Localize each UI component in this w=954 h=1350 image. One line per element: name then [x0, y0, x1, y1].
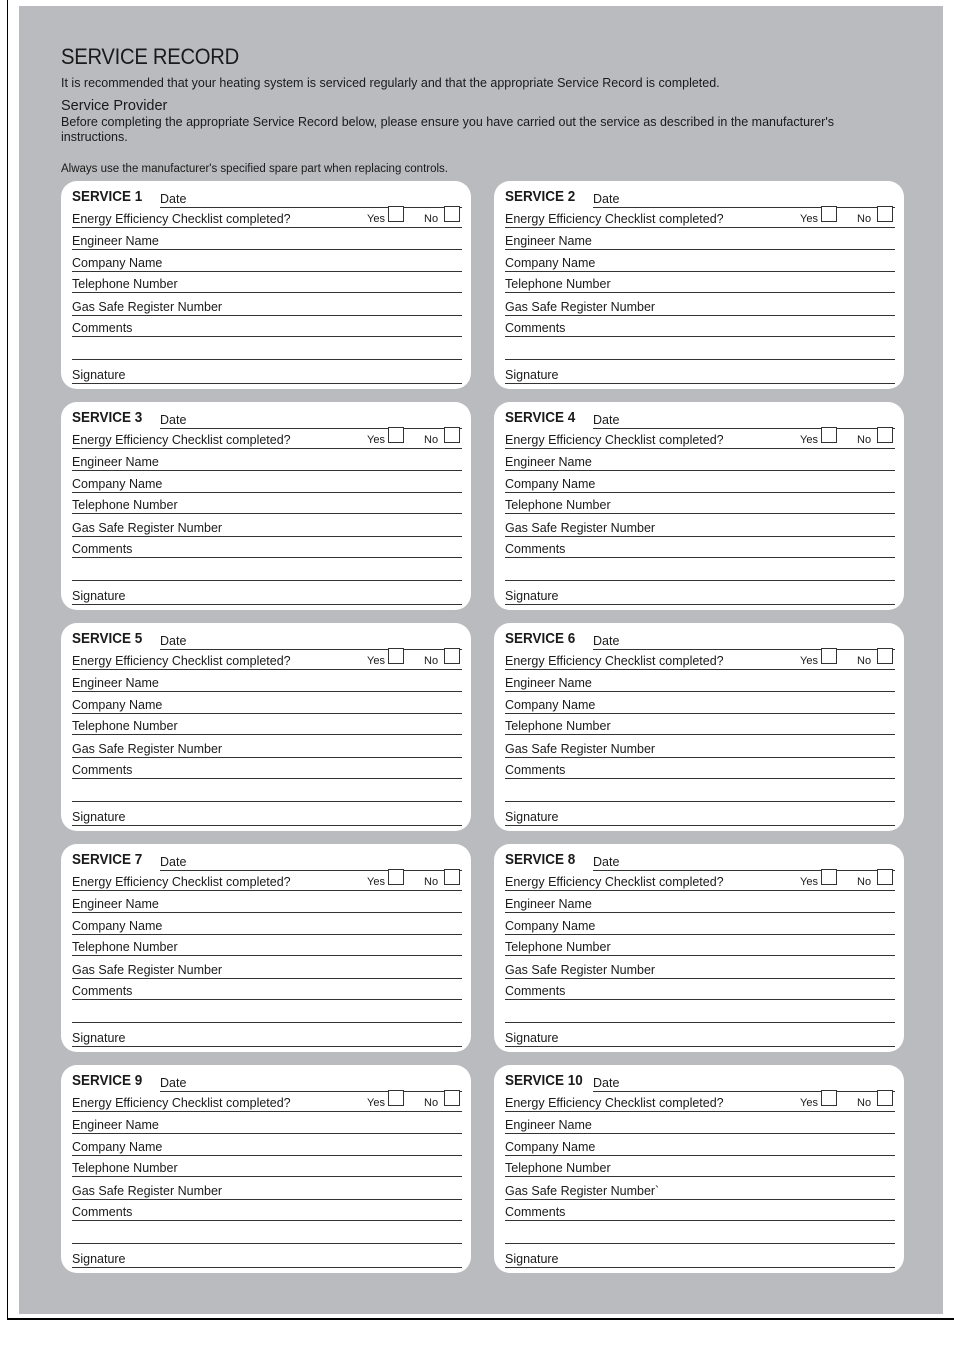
date-field[interactable]: Date [593, 412, 895, 429]
yes-label: Yes [800, 1097, 818, 1109]
yes-checkbox[interactable] [388, 206, 404, 222]
yes-checkbox[interactable] [821, 206, 837, 222]
service-provider-text: Before completing the appropriate Service Record below, please ensure you have carried out the service as described in the manufacturer's instructions. [61, 115, 834, 144]
gas-safe-number-field[interactable]: Gas Safe Register Number [72, 1183, 462, 1200]
date-field[interactable]: Date [160, 191, 462, 208]
company-name-field[interactable]: Company Name [72, 697, 462, 714]
intro-text: It is recommended that your heating system is serviced regularly and that the appropriate Service Record is completed. [61, 76, 720, 90]
comments-field[interactable]: Comments [505, 762, 895, 779]
yes-label: Yes [800, 434, 818, 446]
signature-field[interactable]: Signature [505, 367, 895, 384]
yes-checkbox[interactable] [388, 427, 404, 443]
checklist-row [72, 653, 462, 670]
company-name-field[interactable]: Company Name [72, 476, 462, 493]
no-label: No [424, 434, 439, 446]
service-provider-title: Service Provider [61, 98, 168, 114]
checklist-row [505, 653, 895, 670]
no-label: No [424, 655, 439, 667]
service-card-8 [494, 844, 904, 1052]
comments-extra-line[interactable] [72, 343, 462, 360]
signature-field[interactable]: Signature [72, 1030, 462, 1047]
no-label: No [857, 876, 872, 888]
date-field[interactable]: Date [593, 191, 895, 208]
spare-part-note: Always use the manufacturer's specified spare part when replacing controls. [61, 162, 449, 175]
comments-field[interactable]: Comments [72, 541, 462, 558]
checklist-row [72, 211, 462, 228]
no-label: No [857, 655, 872, 667]
comments-field[interactable]: Comments [72, 983, 462, 1000]
yes-checkbox[interactable] [388, 1090, 404, 1106]
checklist-label: Energy Efficiency Checklist completed? [505, 212, 724, 226]
date-field[interactable]: Date [160, 854, 462, 871]
service-card-9 [61, 1065, 471, 1273]
comments-extra-line[interactable] [505, 1227, 895, 1244]
service-card-7 [61, 844, 471, 1052]
yes-checkbox[interactable] [821, 648, 837, 664]
service-heading: SERVICE 5 [72, 631, 143, 647]
telephone-number-field[interactable]: Telephone Number [72, 276, 462, 293]
comments-field[interactable]: Comments [72, 320, 462, 337]
yes-checkbox[interactable] [388, 869, 404, 885]
comments-field[interactable]: Comments [505, 1204, 895, 1221]
company-name-field[interactable]: Company Name [505, 1139, 895, 1156]
page-title: SERVICE RECORD [61, 44, 239, 69]
signature-field[interactable]: Signature [505, 588, 895, 605]
signature-field[interactable]: Signature [505, 1030, 895, 1047]
date-field[interactable]: Date [593, 854, 895, 871]
signature-field[interactable]: Signature [72, 588, 462, 605]
comments-field[interactable]: Comments [72, 1204, 462, 1221]
engineer-name-field[interactable]: Engineer Name [505, 1117, 895, 1134]
company-name-field[interactable]: Company Name [72, 255, 462, 272]
checklist-row [505, 211, 895, 228]
service-heading: SERVICE 10 [505, 1073, 583, 1089]
signature-field[interactable]: Signature [505, 1251, 895, 1268]
gas-safe-number-field[interactable]: Gas Safe Register Number [72, 741, 462, 758]
telephone-number-field[interactable]: Telephone Number [72, 939, 462, 956]
checklist-label: Energy Efficiency Checklist completed? [505, 433, 724, 447]
yes-label: Yes [800, 876, 818, 888]
comments-field[interactable]: Comments [505, 541, 895, 558]
checklist-row [72, 432, 462, 449]
engineer-name-field[interactable]: Engineer Name [72, 675, 462, 692]
yes-checkbox[interactable] [821, 427, 837, 443]
no-checkbox[interactable] [877, 869, 893, 885]
no-checkbox[interactable] [877, 1090, 893, 1106]
form-header [61, 44, 921, 175]
yes-label: Yes [367, 876, 385, 888]
engineer-name-field[interactable]: Engineer Name [72, 896, 462, 913]
gas-safe-number-field[interactable]: Gas Safe Register Number` [505, 1183, 895, 1200]
telephone-number-field[interactable]: Telephone Number [72, 718, 462, 735]
yes-label: Yes [800, 213, 818, 225]
telephone-number-field[interactable]: Telephone Number [505, 276, 895, 293]
yes-checkbox[interactable] [821, 869, 837, 885]
comments-extra-line[interactable] [505, 785, 895, 802]
no-label: No [424, 1097, 439, 1109]
company-name-field[interactable]: Company Name [505, 918, 895, 935]
company-name-field[interactable]: Company Name [505, 476, 895, 493]
gas-safe-number-field[interactable]: Gas Safe Register Number [72, 520, 462, 537]
engineer-name-field[interactable]: Engineer Name [72, 1117, 462, 1134]
engineer-name-field[interactable]: Engineer Name [505, 896, 895, 913]
service-card-4 [494, 402, 904, 610]
no-label: No [424, 213, 439, 225]
telephone-number-field[interactable]: Telephone Number [72, 1160, 462, 1177]
gas-safe-number-field[interactable]: Gas Safe Register Number [72, 962, 462, 979]
service-heading: SERVICE 6 [505, 631, 576, 647]
telephone-number-field[interactable]: Telephone Number [72, 497, 462, 514]
gas-safe-number-field[interactable]: Gas Safe Register Number [505, 520, 895, 537]
comments-extra-line[interactable] [505, 1006, 895, 1023]
no-checkbox[interactable] [444, 206, 460, 222]
date-field[interactable]: Date [160, 412, 462, 429]
service-heading: SERVICE 7 [72, 852, 143, 868]
service-heading: SERVICE 2 [505, 189, 576, 205]
checklist-label: Energy Efficiency Checklist completed? [72, 654, 291, 668]
no-label: No [857, 1097, 872, 1109]
engineer-name-field[interactable]: Engineer Name [72, 233, 462, 250]
engineer-name-field[interactable]: Engineer Name [72, 454, 462, 471]
no-checkbox[interactable] [444, 1090, 460, 1106]
date-field[interactable]: Date [160, 1075, 462, 1092]
comments-extra-line[interactable] [72, 564, 462, 581]
signature-field[interactable]: Signature [72, 809, 462, 826]
checklist-row [72, 874, 462, 891]
no-label: No [857, 213, 872, 225]
gas-safe-number-field[interactable]: Gas Safe Register Number [72, 299, 462, 316]
service-card-5 [61, 623, 471, 831]
service-heading: SERVICE 3 [72, 410, 143, 426]
service-card-10 [494, 1065, 904, 1273]
checklist-row [505, 432, 895, 449]
gas-safe-number-field[interactable]: Gas Safe Register Number [505, 962, 895, 979]
checklist-label: Energy Efficiency Checklist completed? [72, 433, 291, 447]
service-card-2 [494, 181, 904, 389]
yes-label: Yes [367, 655, 385, 667]
yes-label: Yes [367, 1097, 385, 1109]
date-field[interactable]: Date [160, 633, 462, 650]
yes-label: Yes [367, 213, 385, 225]
checklist-row [505, 874, 895, 891]
service-card-6 [494, 623, 904, 831]
checklist-label: Energy Efficiency Checklist completed? [72, 875, 291, 889]
no-checkbox[interactable] [877, 648, 893, 664]
checklist-row [505, 1095, 895, 1112]
yes-checkbox[interactable] [388, 648, 404, 664]
no-checkbox[interactable] [444, 648, 460, 664]
service-heading: SERVICE 9 [72, 1073, 143, 1089]
signature-field[interactable]: Signature [72, 367, 462, 384]
service-heading: SERVICE 8 [505, 852, 576, 868]
telephone-number-field[interactable]: Telephone Number [505, 939, 895, 956]
comments-extra-line[interactable] [505, 343, 895, 360]
checklist-label: Energy Efficiency Checklist completed? [72, 1096, 291, 1110]
comments-field[interactable]: Comments [505, 983, 895, 1000]
page-frame-bottom-line [7, 1318, 954, 1320]
no-label: No [424, 876, 439, 888]
checklist-label: Energy Efficiency Checklist completed? [505, 1096, 724, 1110]
checklist-label: Energy Efficiency Checklist completed? [505, 875, 724, 889]
checklist-row [72, 1095, 462, 1112]
no-checkbox[interactable] [444, 869, 460, 885]
checklist-label: Energy Efficiency Checklist completed? [72, 212, 291, 226]
service-card-3 [61, 402, 471, 610]
yes-label: Yes [800, 655, 818, 667]
comments-field[interactable]: Comments [505, 320, 895, 337]
engineer-name-field[interactable]: Engineer Name [505, 233, 895, 250]
gas-safe-number-field[interactable]: Gas Safe Register Number [505, 741, 895, 758]
comments-extra-line[interactable] [72, 1227, 462, 1244]
service-heading: SERVICE 4 [505, 410, 576, 426]
signature-field[interactable]: Signature [505, 809, 895, 826]
no-checkbox[interactable] [877, 427, 893, 443]
service-card-1 [61, 181, 471, 389]
gas-safe-number-field[interactable]: Gas Safe Register Number [505, 299, 895, 316]
telephone-number-field[interactable]: Telephone Number [505, 718, 895, 735]
comments-extra-line[interactable] [72, 1006, 462, 1023]
company-name-field[interactable]: Company Name [72, 918, 462, 935]
comments-field[interactable]: Comments [72, 762, 462, 779]
telephone-number-field[interactable]: Telephone Number [505, 497, 895, 514]
engineer-name-field[interactable]: Engineer Name [505, 675, 895, 692]
engineer-name-field[interactable]: Engineer Name [505, 454, 895, 471]
signature-field[interactable]: Signature [72, 1251, 462, 1268]
company-name-field[interactable]: Company Name [505, 255, 895, 272]
date-field[interactable]: Date [593, 1075, 895, 1092]
no-label: No [857, 434, 872, 446]
service-heading: SERVICE 1 [72, 189, 143, 205]
date-field[interactable]: Date [593, 633, 895, 650]
yes-label: Yes [367, 434, 385, 446]
checklist-label: Energy Efficiency Checklist completed? [505, 654, 724, 668]
comments-extra-line[interactable] [72, 785, 462, 802]
comments-extra-line[interactable] [505, 564, 895, 581]
no-checkbox[interactable] [444, 427, 460, 443]
company-name-field[interactable]: Company Name [505, 697, 895, 714]
company-name-field[interactable]: Company Name [72, 1139, 462, 1156]
yes-checkbox[interactable] [821, 1090, 837, 1106]
no-checkbox[interactable] [877, 206, 893, 222]
telephone-number-field[interactable]: Telephone Number [505, 1160, 895, 1177]
